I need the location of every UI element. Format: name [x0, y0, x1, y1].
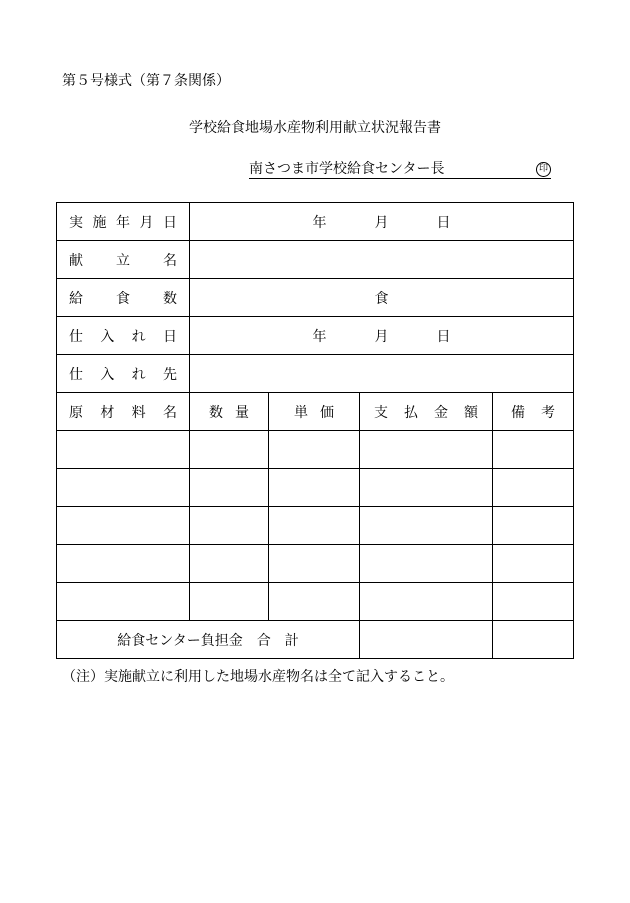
label-char: 日: [162, 328, 177, 345]
label-char: 払: [404, 404, 418, 421]
payment-amount-cell[interactable]: [360, 545, 493, 583]
label-char: 先: [162, 366, 177, 383]
implementation-date-field[interactable]: [190, 203, 574, 241]
header-unit-price: [269, 402, 359, 422]
document-title: 学校給食地場水産物利用献立状況報告書: [189, 120, 441, 136]
label-cell: [57, 355, 190, 393]
unit-price-cell[interactable]: [269, 507, 360, 545]
year-label: 年: [312, 328, 327, 345]
row-purchase-date: [57, 317, 574, 355]
year-label: 年: [312, 214, 327, 231]
payment-amount-cell[interactable]: [360, 507, 493, 545]
label-menu-name: [57, 250, 189, 270]
day-label: 日: [436, 328, 451, 345]
label-cell: [57, 317, 190, 355]
unit-price-cell[interactable]: [269, 469, 360, 507]
label-char: 食: [116, 290, 130, 307]
label-char: 立: [116, 252, 130, 269]
label-char: 材: [100, 404, 115, 421]
material-name-cell[interactable]: [57, 507, 190, 545]
header-cell: [269, 393, 360, 431]
quantity-cell[interactable]: [190, 507, 269, 545]
quantity-cell[interactable]: [190, 431, 269, 469]
label-cell: [57, 241, 190, 279]
label-cell: [57, 279, 190, 317]
label-char: 備: [511, 404, 525, 421]
label-char: 数: [163, 290, 177, 307]
addressee-line: [249, 160, 551, 179]
table-row: [57, 545, 574, 583]
label-supplier: [57, 364, 189, 384]
material-name-cell[interactable]: [57, 583, 190, 621]
servings-unit: 食: [374, 290, 389, 307]
label-char: 実: [69, 214, 83, 231]
label-char: 仕: [69, 366, 83, 383]
remarks-cell[interactable]: [493, 507, 574, 545]
label-char: 日: [163, 214, 177, 231]
header-remarks: [493, 402, 573, 422]
purchase-date-field[interactable]: [190, 317, 574, 355]
label-char: 年: [116, 214, 130, 231]
label-implementation-date: [57, 212, 189, 232]
material-name-cell[interactable]: [57, 431, 190, 469]
report-table: [56, 202, 574, 659]
row-column-headers: [57, 393, 574, 431]
menu-name-field[interactable]: [190, 241, 574, 279]
header-cell: [493, 393, 574, 431]
header-cell: [360, 393, 493, 431]
month-label: 月: [374, 328, 389, 345]
label-char: れ: [131, 328, 146, 345]
payment-amount-cell[interactable]: [360, 583, 493, 621]
label-char: 数: [209, 404, 223, 421]
label-char: 施: [92, 214, 107, 231]
label-char: 献: [69, 252, 83, 269]
footnote: （注）実施献立に利用した地場水産物名は全て記入すること。: [62, 669, 454, 685]
payment-amount-cell[interactable]: [360, 469, 493, 507]
remarks-cell[interactable]: [493, 431, 574, 469]
label-char: 名: [163, 252, 177, 269]
label-char: 仕: [69, 328, 83, 345]
table-row: [57, 583, 574, 621]
label-char: 料: [131, 404, 146, 421]
label-char: 単: [294, 404, 308, 421]
label-char: 量: [235, 404, 249, 421]
label-char: 額: [464, 404, 478, 421]
payment-amount-cell[interactable]: [360, 431, 493, 469]
total-label: 給食センター負担金 合 計: [117, 632, 299, 649]
remarks-cell[interactable]: [493, 583, 574, 621]
label-char: 支: [374, 404, 388, 421]
label-servings: [57, 288, 189, 308]
seal-icon: 印: [536, 162, 551, 177]
label-char: 入: [100, 328, 115, 345]
quantity-cell[interactable]: [190, 583, 269, 621]
row-menu-name: [57, 241, 574, 279]
label-char: 価: [320, 404, 334, 421]
label-char: 給: [69, 290, 83, 307]
label-char: れ: [131, 366, 146, 383]
material-name-cell[interactable]: [57, 545, 190, 583]
row-servings: [57, 279, 574, 317]
quantity-cell[interactable]: [190, 545, 269, 583]
servings-field[interactable]: [190, 279, 574, 317]
total-label-cell: [57, 621, 360, 659]
label-purchase-date: [57, 326, 189, 346]
total-remarks-cell[interactable]: [493, 621, 574, 659]
remarks-cell[interactable]: [493, 545, 574, 583]
row-total: [57, 621, 574, 659]
row-supplier: [57, 355, 574, 393]
header-material-name: [57, 402, 189, 422]
form-number: 第５号様式（第７条関係）: [62, 73, 230, 89]
addressee-name: 南さつま市学校給食センター長: [249, 161, 445, 177]
table-row: [57, 469, 574, 507]
label-char: 原: [69, 404, 83, 421]
total-amount-cell[interactable]: [360, 621, 493, 659]
label-char: 入: [100, 366, 115, 383]
header-cell: [190, 393, 269, 431]
day-label: 日: [436, 214, 451, 231]
label-char: 金: [434, 404, 448, 421]
unit-price-cell[interactable]: [269, 583, 360, 621]
table-row: [57, 431, 574, 469]
header-quantity: [190, 402, 268, 422]
label-char: 月: [139, 214, 154, 231]
supplier-field[interactable]: [190, 355, 574, 393]
row-implementation-date: [57, 203, 574, 241]
quantity-cell[interactable]: [190, 469, 269, 507]
label-char: 名: [162, 404, 177, 421]
month-label: 月: [374, 214, 389, 231]
table-row: [57, 507, 574, 545]
unit-price-cell[interactable]: [269, 545, 360, 583]
label-cell: [57, 203, 190, 241]
header-payment-amount: [360, 402, 492, 422]
unit-price-cell[interactable]: [269, 431, 360, 469]
remarks-cell[interactable]: [493, 469, 574, 507]
header-cell: [57, 393, 190, 431]
label-char: 考: [541, 404, 555, 421]
material-name-cell[interactable]: [57, 469, 190, 507]
